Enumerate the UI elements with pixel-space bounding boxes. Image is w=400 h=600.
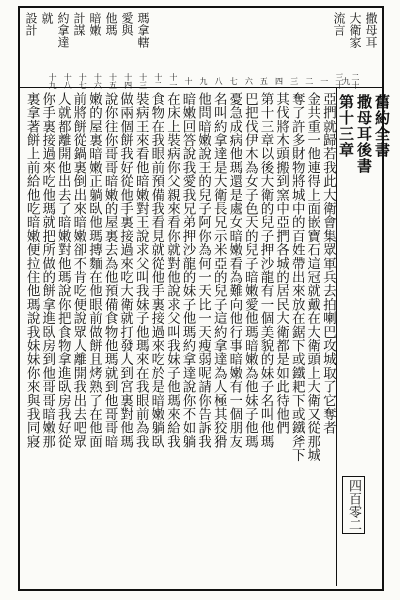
text-column: 奪了許多財物將城中的百姓帶出來放在鋸下或鐵耙下或鐵斧下 bbox=[289, 92, 305, 462]
text-column: 第十三章以後大衛的兒子押沙龍有一個美貌的妹子名叫他瑪 bbox=[257, 92, 274, 449]
header-note: 他瑪 bbox=[104, 12, 118, 36]
header-note: 流言 bbox=[332, 12, 346, 36]
line-number: 三十 bbox=[334, 73, 344, 89]
line-number: 五 bbox=[259, 77, 269, 85]
line-number: 十八 bbox=[63, 73, 73, 89]
line-number: 七 bbox=[229, 77, 239, 85]
line-number: 一 bbox=[319, 77, 329, 85]
header-note: 撒母耳 bbox=[364, 12, 378, 48]
line-number: 四 bbox=[274, 77, 284, 85]
book-title: 舊約全書 bbox=[373, 94, 391, 158]
text-column: 裏拿著餅上前給他吃暗嫩便拉住他瑪說我妹妹你來與我同寢 bbox=[24, 92, 40, 449]
text-column: 巴把伐伊木為女子色天的兒子暗嫩愛他瑪暗嫩為他妹子他瑪 bbox=[242, 92, 258, 449]
text-column: 食物在我眼前預備我看見就從他手裏接過來吃於是暗嫩躺臥 bbox=[148, 92, 165, 449]
text-column: 暗嫩回答說我愛我兄弟押沙龍的妹子他瑪約拿達說你不如躺 bbox=[179, 92, 196, 449]
line-number: 十二 bbox=[153, 73, 163, 89]
text-column: 憂急成病他瑪還是處女暗嫩看為難向他行事暗嫩有一個朋友 bbox=[226, 92, 243, 449]
header-note: 瑪拿轄 bbox=[136, 12, 150, 48]
text-column: 前將餅從鍋裏倒出來暗嫩卻不肯吃便說眾人離開我出去吧眾 bbox=[70, 92, 87, 449]
text-column: 裝病王來看他暗嫩對王說求父叫我妹子他瑪來在我眼前為我 bbox=[133, 92, 149, 449]
line-number: 十七 bbox=[78, 73, 88, 89]
chapter-label: 第十三章 bbox=[337, 94, 355, 158]
line-number: 三 bbox=[289, 77, 299, 85]
header-note: 愛與 bbox=[120, 12, 134, 36]
text-column: 亞捫就歸若我此大衛會集眾軍兵去拍喇巴攻城取了它奪者 bbox=[320, 92, 336, 435]
text-column: 其伐將木頭搬到窯中亞捫各城的居民大衛都是如此待他們 bbox=[273, 92, 290, 435]
line-number: 十五 bbox=[108, 73, 118, 89]
line-number: 八 bbox=[214, 77, 224, 85]
line-number: 六 bbox=[244, 77, 254, 85]
text-column: 嫩的屋裏暗嫩正躺臥他瑪摶麵在他眼前做餅且烤熟了在他面 bbox=[86, 92, 102, 449]
book-name: 撒母耳後書 bbox=[355, 94, 373, 174]
text-column: 他問暗嫩說王的兒子阿你為何一天比一天瘦弱呢請你告訴我 bbox=[195, 92, 212, 449]
line-number: 十三 bbox=[138, 73, 148, 89]
line-number: 十九 bbox=[48, 73, 58, 89]
text-column: 人就都離開他出去了暗嫩對他瑪說你把食物拿進臥房我好從 bbox=[55, 92, 71, 449]
text-column: 在床上裝病你父親來看你就對他說求父叫我妹子他瑪來給我 bbox=[164, 92, 180, 449]
line-number: 十 bbox=[183, 77, 193, 85]
line-number: 十四 bbox=[123, 73, 133, 89]
text-column: 做兩個餅我好從他手裏接過來吃大衛就打發人到宮裏對他瑪 bbox=[117, 92, 134, 449]
text-column: 說你往你哥哥暗嫩的屋裏去為他預備食物他瑪就到他哥哥暗 bbox=[101, 92, 118, 449]
header bbox=[20, 8, 382, 88]
header-note: 約拿達 bbox=[56, 12, 70, 48]
line-number: 十一 bbox=[168, 73, 178, 89]
line-number: 二 bbox=[304, 77, 314, 85]
header-note: 就 bbox=[40, 12, 54, 24]
page-number: 四百零二 bbox=[342, 476, 365, 534]
text-column: 名叫約拿達是大衛長兄示米亞的兒子這約拿達為人極其狡猾 bbox=[211, 92, 227, 449]
line-numbers bbox=[42, 70, 360, 92]
line-number: 十六 bbox=[93, 73, 103, 89]
line-number: 九 bbox=[199, 77, 209, 85]
header-note: 計謀 bbox=[72, 12, 86, 36]
text-body bbox=[24, 92, 336, 584]
header-note: 大衛家 bbox=[348, 12, 362, 48]
header-note: 暗嫩 bbox=[88, 12, 102, 36]
header-note: 設計 bbox=[24, 12, 38, 36]
text-column: 金共重一他連得上面嵌寶石這冠就戴在大衛頭上大衛又從那城 bbox=[304, 92, 321, 462]
line-number: 二十九 bbox=[341, 73, 360, 89]
text-column: 你手裏接過來吃他瑪就把所做的餅拿進臥房到他哥哥暗嫩那 bbox=[39, 92, 56, 449]
